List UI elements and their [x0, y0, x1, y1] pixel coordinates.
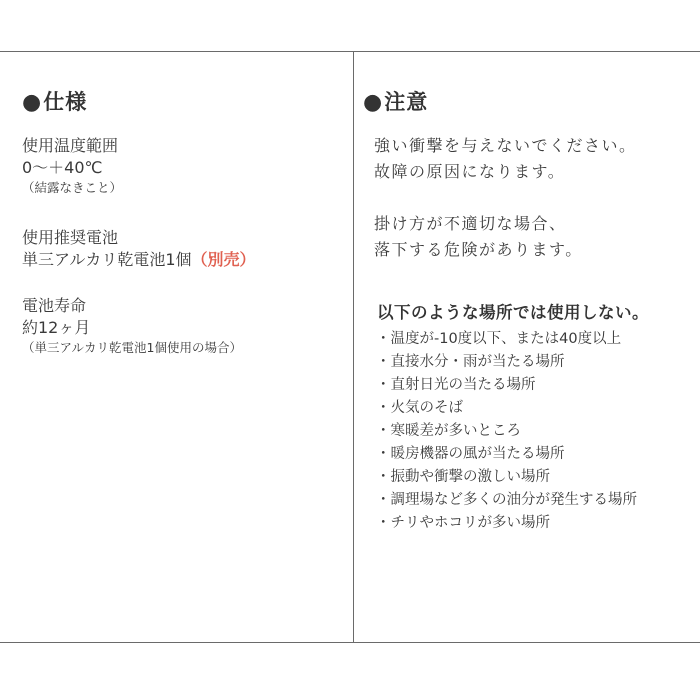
caution-line: 掛け方が不適切な場合、 [374, 214, 567, 233]
caution-heading-text: 注意 [384, 90, 429, 114]
sold-separately-badge: （別売） [191, 250, 256, 269]
spec-label: 電池寿命 [22, 296, 87, 315]
spec-heading-text: 仕様 [43, 90, 88, 114]
filled-circle-icon: ● [22, 90, 43, 115]
spec-battery [22, 227, 256, 271]
bottom-rule [0, 642, 700, 643]
list-item: ・振動や衝撃の激しい場所 [376, 469, 550, 485]
spec-value-row [22, 249, 256, 271]
spec-note: （単三アルカリ乾電池1個使用の場合） [22, 340, 242, 355]
caution-line: 落下する危険があります。 [374, 240, 583, 259]
spec-value: 0〜＋40℃ [22, 158, 103, 177]
places-title: 以下のような場所では使用しない。 [377, 303, 649, 322]
caution-heading [363, 86, 428, 116]
list-item: ・温度が-10度以下、または40度以上 [376, 331, 622, 347]
spec-note: （結露なきこと） [22, 180, 123, 195]
spec-temperature [22, 135, 122, 197]
caution-impact [374, 133, 637, 185]
column-divider [353, 51, 354, 642]
places-list [376, 328, 637, 535]
list-item: ・火気のそば [376, 400, 463, 416]
filled-circle-icon: ● [363, 90, 384, 115]
spec-value: 約12ヶ月 [22, 318, 91, 337]
list-item: ・暖房機器の風が当たる場所 [376, 446, 565, 462]
caution-line: 強い衝撃を与えないでください。 [374, 136, 637, 155]
spec-battery-life [22, 295, 242, 357]
spec-label: 使用温度範囲 [22, 136, 119, 155]
list-item: ・チリやホコリが多い場所 [376, 515, 550, 531]
caution-mounting [374, 211, 583, 263]
list-item: ・調理場など多くの油分が発生する場所 [376, 492, 637, 508]
list-item: ・寒暖差が多いところ [376, 423, 521, 439]
list-item: ・直接水分・雨が当たる場所 [376, 354, 565, 370]
top-rule [0, 51, 700, 52]
list-item: ・直射日光の当たる場所 [376, 377, 536, 393]
spec-value: 単三アルカリ乾電池1個 [22, 250, 192, 269]
caution-line: 故障の原因になります。 [374, 162, 566, 181]
spec-label: 使用推奨電池 [22, 228, 119, 247]
spec-heading [22, 86, 87, 116]
